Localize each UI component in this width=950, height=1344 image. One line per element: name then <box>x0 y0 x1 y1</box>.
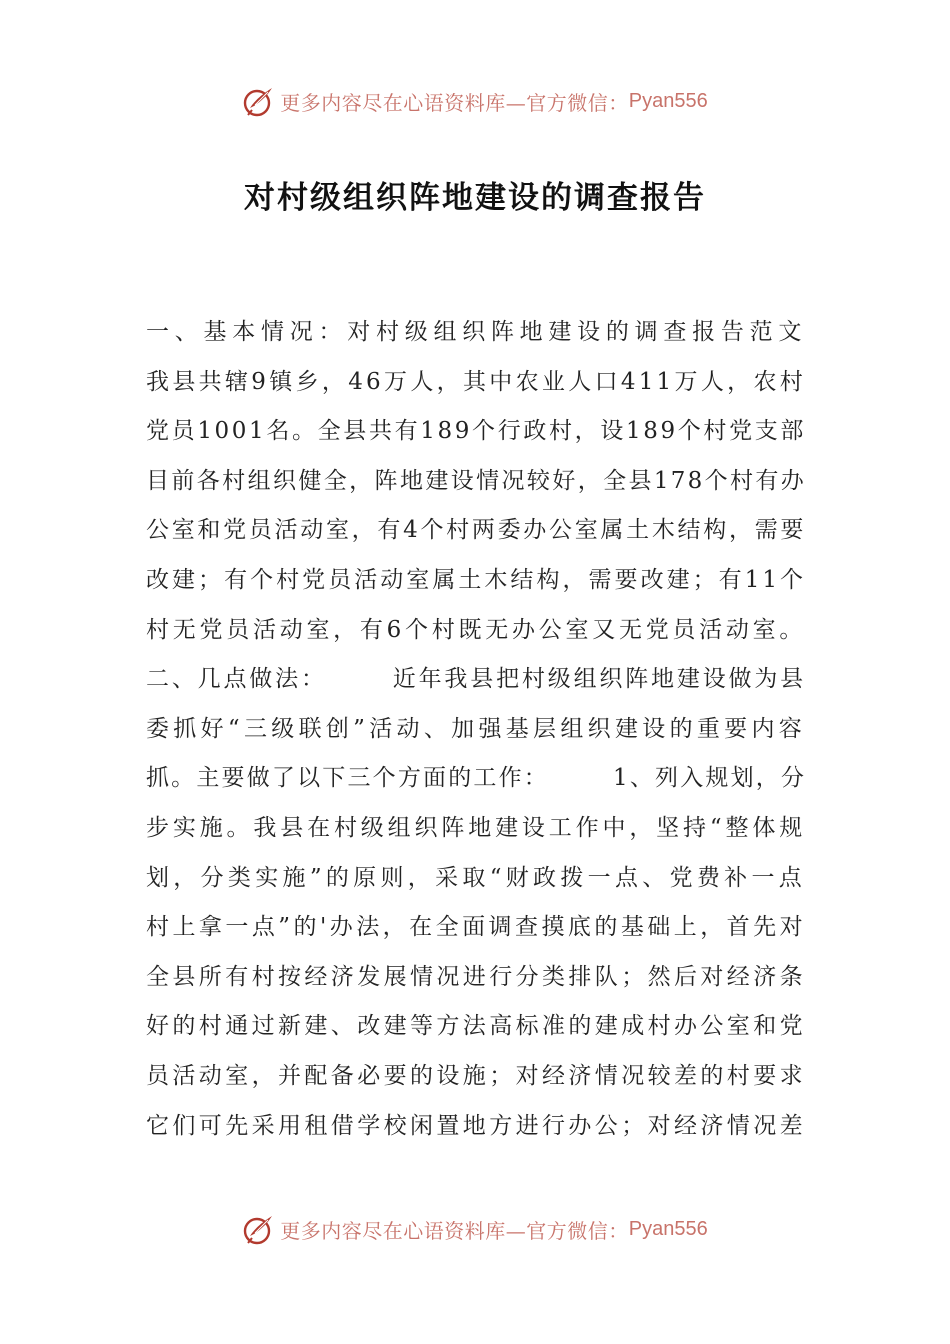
header-watermark <box>0 84 950 118</box>
watermark-wechat-id: Pyan556 <box>628 89 708 112</box>
body-line: 二、几点做法： 近年我县把村级组织阵地建设做为县 <box>146 666 806 693</box>
quill-pen-logo-icon <box>242 84 276 118</box>
body-line: 我县共辖9镇乡，46万人，其中农业人口411万人，农村 <box>146 368 806 395</box>
body-line: 党员1001名。全县共有189个行政村，设189个村党支部 <box>146 418 806 445</box>
body-line: 划，分类实施”的原则，采取“财政拨一点、党费补一点 <box>146 864 806 891</box>
body-line: 抓。主要做了以下三个方面的工作： 1、列入规划，分 <box>146 765 806 792</box>
watermark-wechat-id: Pyan556 <box>628 1217 708 1240</box>
body-line: 村上拿一点”的'办法，在全面调查摸底的基础上，首先对 <box>146 914 806 941</box>
document-title: 对村级组织阵地建设的调查报告 <box>244 180 706 216</box>
body-line: 一、基本情况：对村级组织阵地建设的调查报告范文 <box>146 319 806 345</box>
footer-watermark <box>0 1212 950 1246</box>
body-line: 它们可先采用租借学校闲置地方进行办公；对经济情况差 <box>146 1112 806 1139</box>
body-line: 员活动室，并配备必要的设施；对经济情况较差的村要求 <box>146 1062 806 1089</box>
body-line: 好的村通过新建、改建等方法高标准的建成村办公室和党 <box>146 1013 806 1040</box>
watermark-text: 更多内容尽在心语资料库—官方微信： <box>280 90 629 115</box>
body-line: 改建；有个村党员活动室属土木结构，需要改建；有11个 <box>146 566 806 593</box>
body-line: 全县所有村按经济发展情况进行分类排队；然后对经济条 <box>146 963 806 990</box>
body-line: 目前各村组织健全，阵地建设情况较好，全县178个村有办 <box>146 467 806 494</box>
document-body <box>146 308 806 1151</box>
watermark-text: 更多内容尽在心语资料库—官方微信： <box>280 1218 629 1243</box>
quill-pen-logo-icon <box>242 1212 276 1246</box>
body-line: 村无党员活动室，有6个村既无办公室又无党员活动室。 <box>146 616 806 643</box>
body-line: 步实施。我县在村级组织阵地建设工作中，坚持“整体规 <box>146 814 806 841</box>
body-line: 委抓好“三级联创”活动、加强基层组织建设的重要内容 <box>146 715 806 742</box>
body-line: 公室和党员活动室，有4个村两委办公室属土木结构，需要 <box>146 517 806 544</box>
